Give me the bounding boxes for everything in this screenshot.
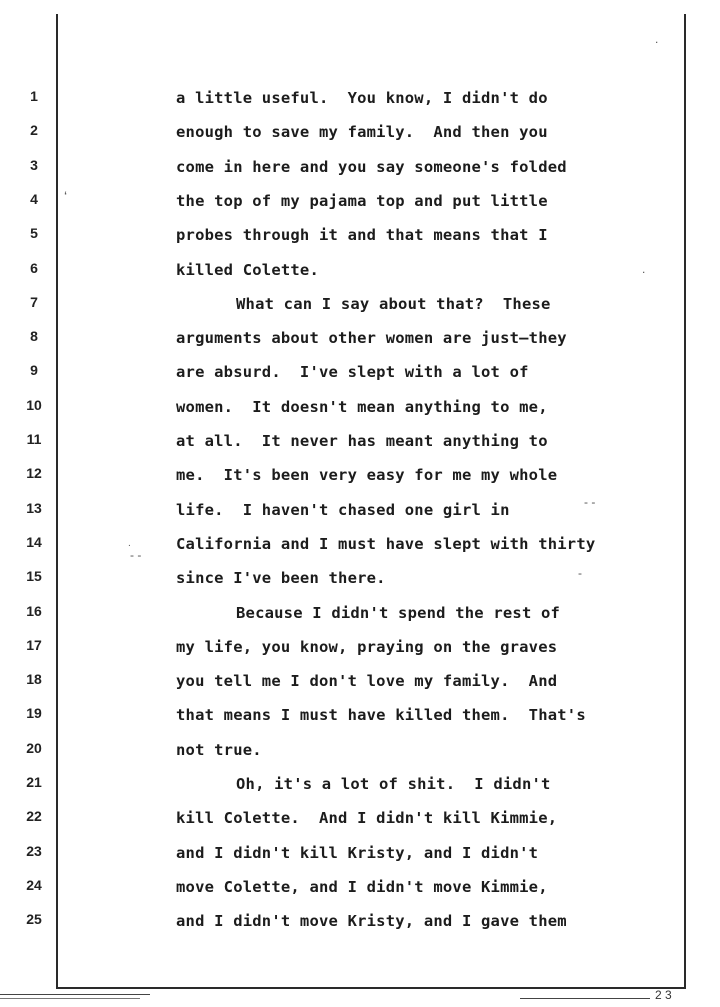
transcript-line: kill Colette. And I didn't kill Kimmie, <box>176 809 558 828</box>
transcript-line: Because I didn't spend the rest of <box>236 603 561 622</box>
line-number: 4 <box>30 190 38 207</box>
line-number: 3 <box>30 156 38 173</box>
transcript-line: life. I haven't chased one girl in <box>176 500 510 519</box>
line-number: 16 <box>26 602 42 619</box>
scan-mark: - - <box>584 495 596 509</box>
page-number: 2 3 <box>655 988 672 1002</box>
line-number: 24 <box>26 876 42 893</box>
transcript-line: since I've been there. <box>176 569 386 588</box>
transcript-line: are absurd. I've slept with a lot of <box>176 363 529 382</box>
line-number: 22 <box>26 808 42 825</box>
transcript-line: the top of my pajama top and put little <box>176 191 548 210</box>
bottom-rule-right <box>520 998 650 999</box>
transcript-line: arguments about other women are just—they <box>176 329 567 348</box>
scan-mark: . <box>128 538 131 549</box>
scan-mark: - <box>578 566 582 580</box>
transcript-line: probes through it and that means that I <box>176 226 548 245</box>
transcript-line: California and I must have slept with thirty <box>176 534 596 553</box>
line-number: 5 <box>30 225 38 242</box>
transcript-line: come in here and you say someone's folded <box>176 157 567 176</box>
transcript-line: What can I say about that? These <box>236 294 551 313</box>
bottom-rule-left <box>0 994 150 995</box>
line-number: 9 <box>30 362 38 379</box>
transcript-line: a little useful. You know, I didn't do <box>176 89 548 107</box>
transcript-line: you tell me I don't love my family. And <box>176 672 558 691</box>
scan-mark: . <box>655 32 659 46</box>
line-number: 13 <box>26 499 42 516</box>
scan-mark: ‘ <box>64 188 68 204</box>
line-number: 19 <box>26 705 42 722</box>
transcript-line: and I didn't kill Kristy, and I didn't <box>176 843 539 862</box>
line-number: 6 <box>30 259 38 276</box>
scan-mark: - - <box>130 548 142 562</box>
transcript-line: move Colette, and I didn't move Kimmie, <box>176 877 548 896</box>
line-number: 10 <box>26 396 42 413</box>
line-number: 12 <box>26 465 42 482</box>
line-number: 11 <box>26 431 42 447</box>
transcript-line: that means I must have killed them. That's <box>176 706 586 725</box>
transcript-line: my life, you know, praying on the graves <box>176 637 558 656</box>
scan-mark: . <box>642 262 646 276</box>
line-number: 8 <box>30 328 38 345</box>
transcript-line: and I didn't move Kristy, and I gave them <box>176 912 567 931</box>
line-number: 18 <box>26 671 42 688</box>
transcript-line: enough to save my family. And then you <box>176 123 548 142</box>
line-number: 17 <box>26 636 42 653</box>
line-number: 25 <box>26 911 42 928</box>
line-number: 2 <box>30 122 38 139</box>
line-number: 7 <box>30 293 38 310</box>
transcript-line: not true. <box>176 740 262 759</box>
transcript-line: at all. It never has meant anything to <box>176 432 548 450</box>
transcript-line: killed Colette. <box>176 260 319 279</box>
line-number: 23 <box>26 842 42 859</box>
line-number: 20 <box>26 739 42 756</box>
line-number: 14 <box>26 533 42 550</box>
line-number: 15 <box>26 568 42 585</box>
line-number: 21 <box>26 774 42 790</box>
transcript-line: Oh, it's a lot of shit. I didn't <box>236 775 551 793</box>
bottom-rule-left-secondary <box>0 998 140 999</box>
line-number: 1 <box>30 88 38 104</box>
transcript-line: me. It's been very easy for me my whole <box>176 466 558 485</box>
transcript-line: women. It doesn't mean anything to me, <box>176 397 548 416</box>
